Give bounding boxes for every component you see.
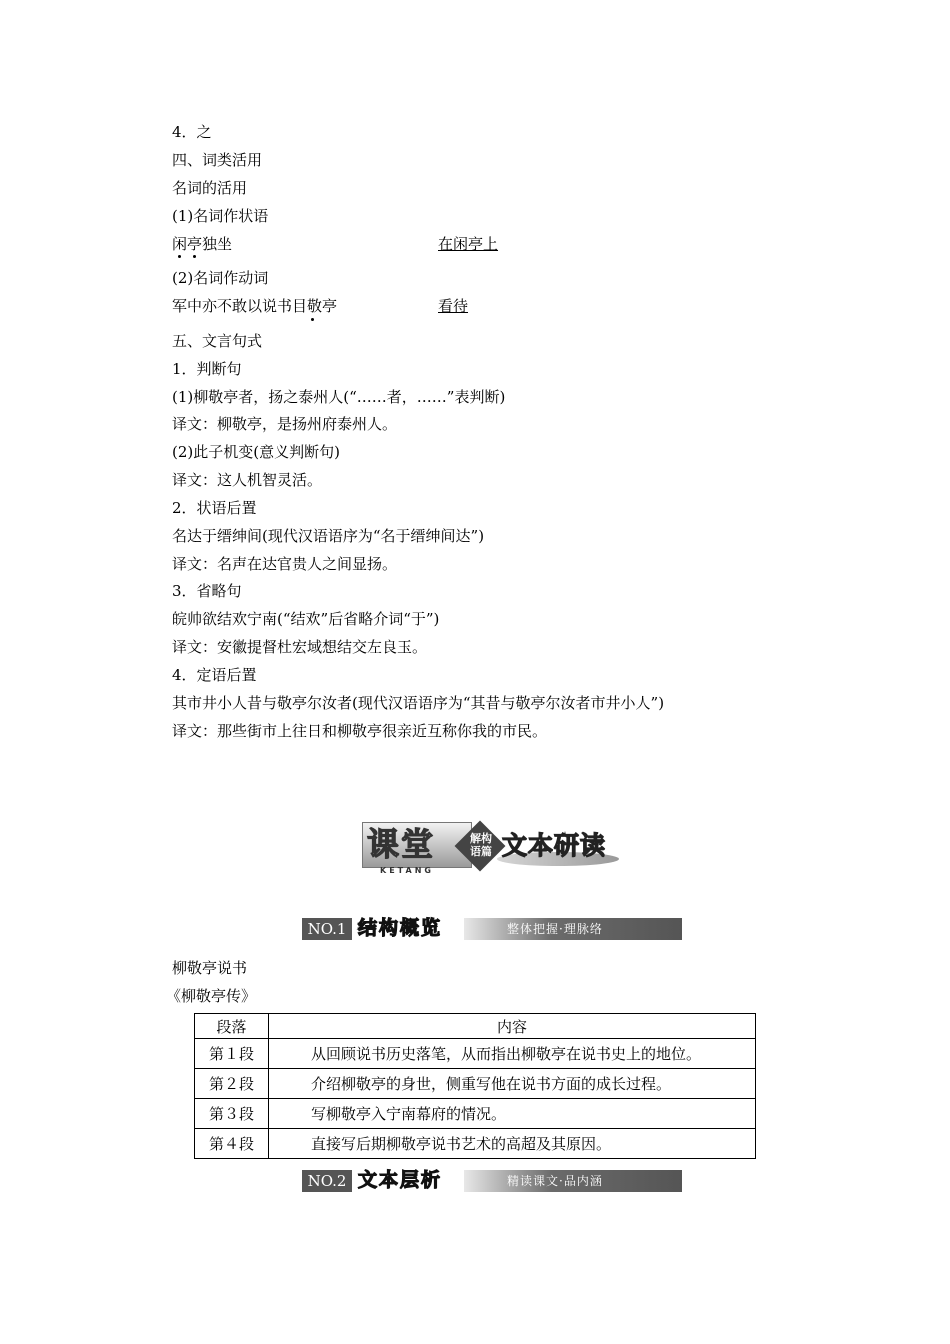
no2-number: NO.2 [302, 1170, 352, 1192]
section-source: 《柳敬亭传》 [166, 987, 257, 1005]
banner-mid-text [465, 832, 497, 858]
translation: 译文：那些街市上往日和柳敬亭很亲近互称你我的市民。 [172, 722, 548, 740]
no2-bar [302, 1170, 682, 1192]
banner-pinyin: KETANG [380, 866, 434, 875]
text-line: 皖帅欲结欢宁南(“结欢”后省略介词“于”) [172, 610, 440, 628]
example-meaning: 在闲亭上 [438, 235, 499, 253]
no2-subtitle: 精读课文·品内涵 [507, 1174, 603, 1188]
no1-subtitle: 整体把握·理脉络 [507, 922, 603, 936]
text-line: 名达于缙绅间(现代汉语语序为“名于缙绅间达”) [172, 527, 485, 545]
no1-number: NO.1 [302, 918, 352, 940]
text-line: (1)柳敬亭者，扬之泰州人(“……者，……”表判断) [172, 388, 506, 406]
example-sentence: 闲亭独坐 [172, 235, 233, 253]
paragraph-table [194, 1013, 756, 1159]
heading: 四、词类活用 [172, 151, 263, 169]
table-cell: 写柳敬亭入宁南幕府的情况。 [269, 1099, 756, 1129]
emphasis-dot [311, 318, 314, 321]
table-cell: 第４段 [195, 1129, 269, 1159]
emphasis-dot [193, 255, 196, 258]
table-cell: 第２段 [195, 1069, 269, 1099]
table-row [195, 1069, 756, 1099]
banner-mid-top: 解构 [470, 832, 492, 845]
no2-title: 文本层析 [358, 1169, 443, 1191]
banner-mid-bottom: 语篇 [470, 845, 492, 858]
subheading: 名词的活用 [172, 179, 248, 197]
subheading: 2．状语后置 [172, 499, 257, 517]
heading: 五、文言句式 [172, 332, 263, 350]
table-cell: 介绍柳敬亭的身世，侧重写他在说书方面的成长过程。 [269, 1069, 756, 1099]
translation: 译文：柳敬亭，是扬州府泰州人。 [172, 415, 398, 433]
table-cell: 第３段 [195, 1099, 269, 1129]
subheading: 3．省略句 [172, 582, 242, 600]
section-title: 柳敬亭说书 [172, 959, 248, 977]
table-header: 内容 [269, 1014, 756, 1039]
table-cell: 直接写后期柳敬亭说书艺术的高超及其原因。 [269, 1129, 756, 1159]
text-line: (2)此子机变(意义判断句) [172, 443, 340, 461]
subheading: 4．定语后置 [172, 666, 257, 684]
table-row [195, 1099, 756, 1129]
banner-left-text: 课堂 [367, 825, 436, 863]
text-line: 4．之 [172, 123, 212, 141]
subheading: 1．判断句 [172, 360, 242, 378]
text-line: (2)名词作动词 [172, 269, 269, 287]
no1-bar [302, 918, 682, 940]
table-header: 段落 [195, 1014, 269, 1039]
banner-right-text: 文本研读 [502, 831, 607, 860]
example-sentence: 军中亦不敢以说书目敬亭 [172, 297, 338, 315]
translation: 译文：名声在达官贵人之间显扬。 [172, 555, 398, 573]
text-line: 其市井小人昔与敬亭尔汝者(现代汉语语序为“其昔与敬亭尔汝者市井小人”) [172, 694, 665, 712]
translation: 译文：这人机智灵活。 [172, 471, 323, 489]
table-row [195, 1129, 756, 1159]
table-header-row [195, 1014, 756, 1039]
no1-title: 结构概览 [358, 917, 443, 939]
table-row [195, 1039, 756, 1069]
translation: 译文：安徽提督杜宏域想结交左良玉。 [172, 638, 428, 656]
text-line: (1)名词作状语 [172, 207, 269, 225]
table-cell: 从回顾说书历史落笔，从而指出柳敬亭在说书史上的地位。 [269, 1039, 756, 1069]
example-meaning: 看待 [438, 297, 469, 315]
table-cell: 第１段 [195, 1039, 269, 1069]
emphasis-dot [178, 255, 181, 258]
section-banner [362, 822, 622, 876]
